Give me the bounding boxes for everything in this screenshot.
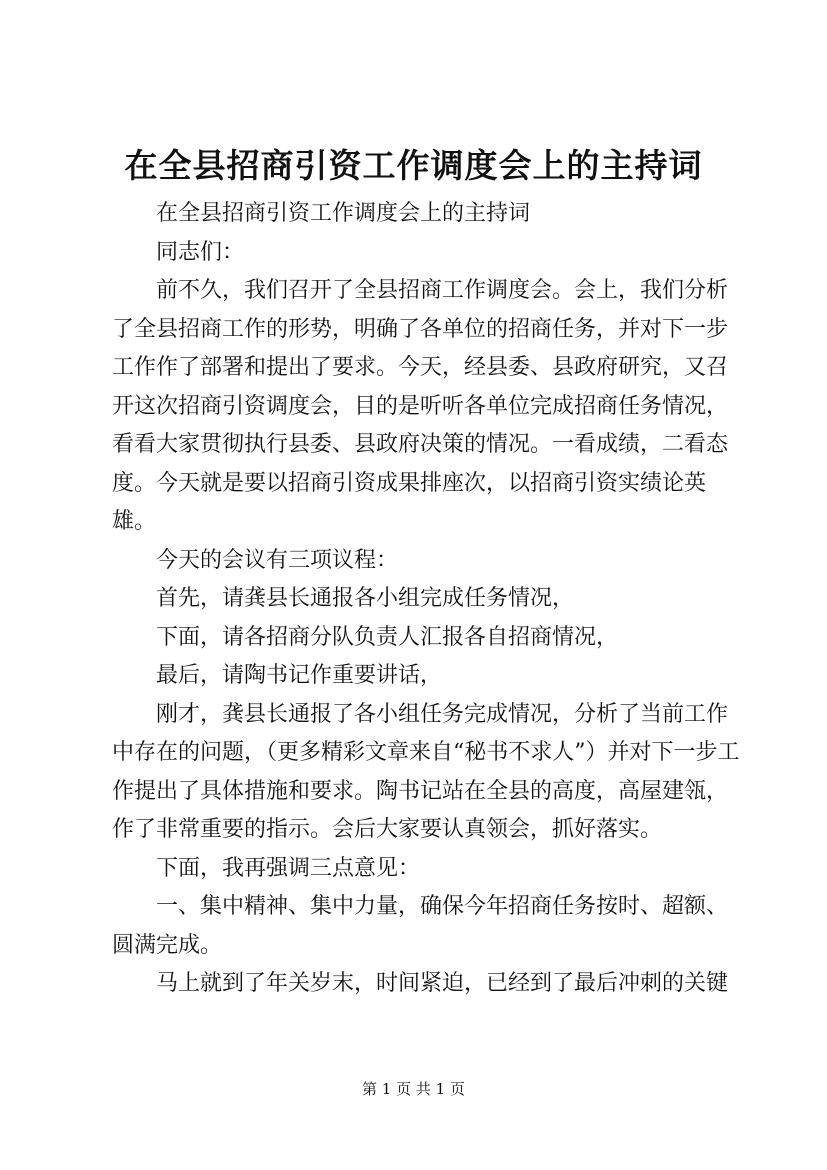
subtitle-paragraph: 在全县招商引资工作调度会上的主持词 xyxy=(156,201,531,226)
agenda-item-1: 首先，请龚县长通报各小组完成任务情况， xyxy=(156,586,575,611)
body-paragraph: 下面，我再强调三点意见： xyxy=(156,855,421,881)
agenda-item-3: 最后，请陶书记作重要讲话， xyxy=(156,663,443,688)
point-heading-1: 一、集中精神、集中力量，确保今年招商任务按时、超额、圆满完成。 xyxy=(112,894,729,958)
agenda-item-2: 下面，请各招商分队负责人汇报各自招商情况， xyxy=(156,624,619,650)
agenda-intro-paragraph: 今天的会议有三项议程： xyxy=(156,547,399,573)
body-paragraph: 前不久，我们召开了全县招商工作调度会。会上，我们分析了全县招商工作的形势，明确了各单位的招商任务，并对下一步工作作了部署和提出了要求。今天，经县委、县政府研究，又召开这次招商引资调度会，目的是听听各单位完成招商任务情况，看看大家贯彻执行县委、县政府决策的情况。一看成绩，二看态度。今天就是要以招商引资成果排座次，以招商引资实绩论英雄。 xyxy=(112,278,729,534)
body-paragraph: 马上就到了年关岁末，时间紧迫，已经到了最后冲刺的关键 xyxy=(156,971,729,996)
page-number-footer: 第 1 页 共 1 页 xyxy=(362,1080,465,1098)
document-title: 在全县招商引资工作调度会上的主持词 xyxy=(124,146,703,185)
body-paragraph: 刚才，龚县长通报了各小组任务完成情况，分析了当前工作中存在的问题，（更多精彩文章来自“秘书不求人”）并对下一步工作提出了具体措施和要求。陶书记站在全县的高度，高屋建瓴，作了非常重要的指示。会后大家要认真领会，抓好落实。 xyxy=(112,701,740,842)
salutation-paragraph: 同志们： xyxy=(156,239,245,265)
document-body xyxy=(112,195,742,1004)
